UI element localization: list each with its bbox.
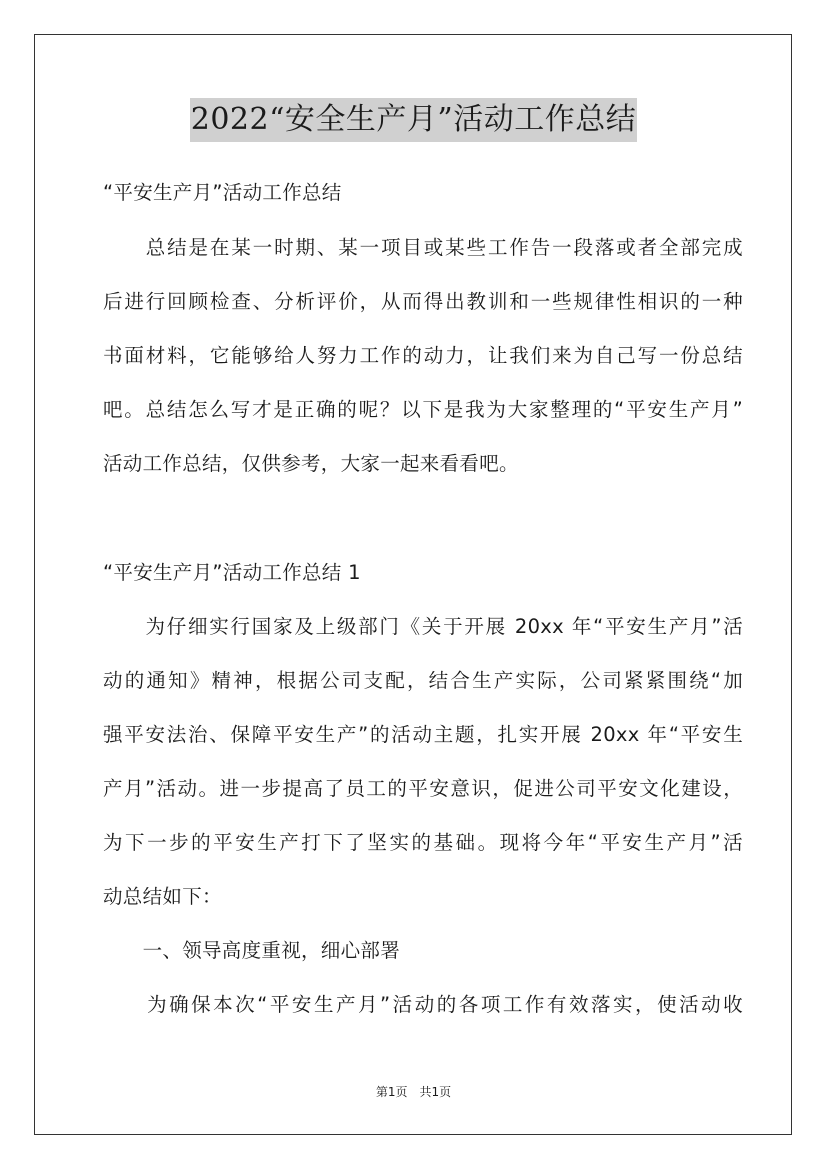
paragraph-line: 动总结如下： (103, 885, 222, 908)
paragraph-line: 后进行回顾检查、分析评价，从而得出教训和一些规律性相识的一种 (103, 290, 743, 313)
paragraph-line: 活动工作总结，仅供参考，大家一起来看看吧。 (103, 452, 519, 475)
subsection-heading: 一、领导高度重视，细心部署 (103, 939, 401, 962)
paragraph-line: 强平安法治、保障平安生产”的活动主题，扎实开展 20xx 年“平安生 (103, 723, 743, 746)
paragraph-line: 书面材料，它能够给人努力工作的动力，让我们来为自己写一份总结 (103, 344, 743, 367)
page-footer: 第1页 共1页 (375, 1085, 452, 1099)
subtitle-line: “平安生产月”活动工作总结 (103, 181, 342, 204)
title-container (0, 98, 827, 142)
paragraph-line: 为下一步的平安生产打下了坚实的基础。现将今年“平安生产月”活 (103, 831, 743, 854)
paragraph-line: 产月”活动。进一步提高了员工的平安意识，促进公司平安文化建设， (103, 777, 743, 800)
paragraph-line: 总结是在某一时期、某一项目或某些工作告一段落或者全部完成 (103, 236, 743, 259)
paragraph-line: 吧。总结怎么写才是正确的呢？以下是我为大家整理的“平安生产月” (103, 398, 743, 421)
paragraph-line: 为仔细实行国家及上级部门《关于开展 20xx 年“平安生产月”活 (103, 615, 743, 638)
paragraph-line: 为确保本次“平安生产月”活动的各项工作有效落实，使活动收 (103, 993, 743, 1016)
document-title: 2022“安全生产月”活动工作总结 (190, 98, 638, 142)
paragraph-line: 动的通知》精神，根据公司支配，结合生产实际，公司紧紧围绕“加 (103, 669, 743, 692)
section-heading: “平安生产月”活动工作总结 1 (103, 561, 361, 584)
